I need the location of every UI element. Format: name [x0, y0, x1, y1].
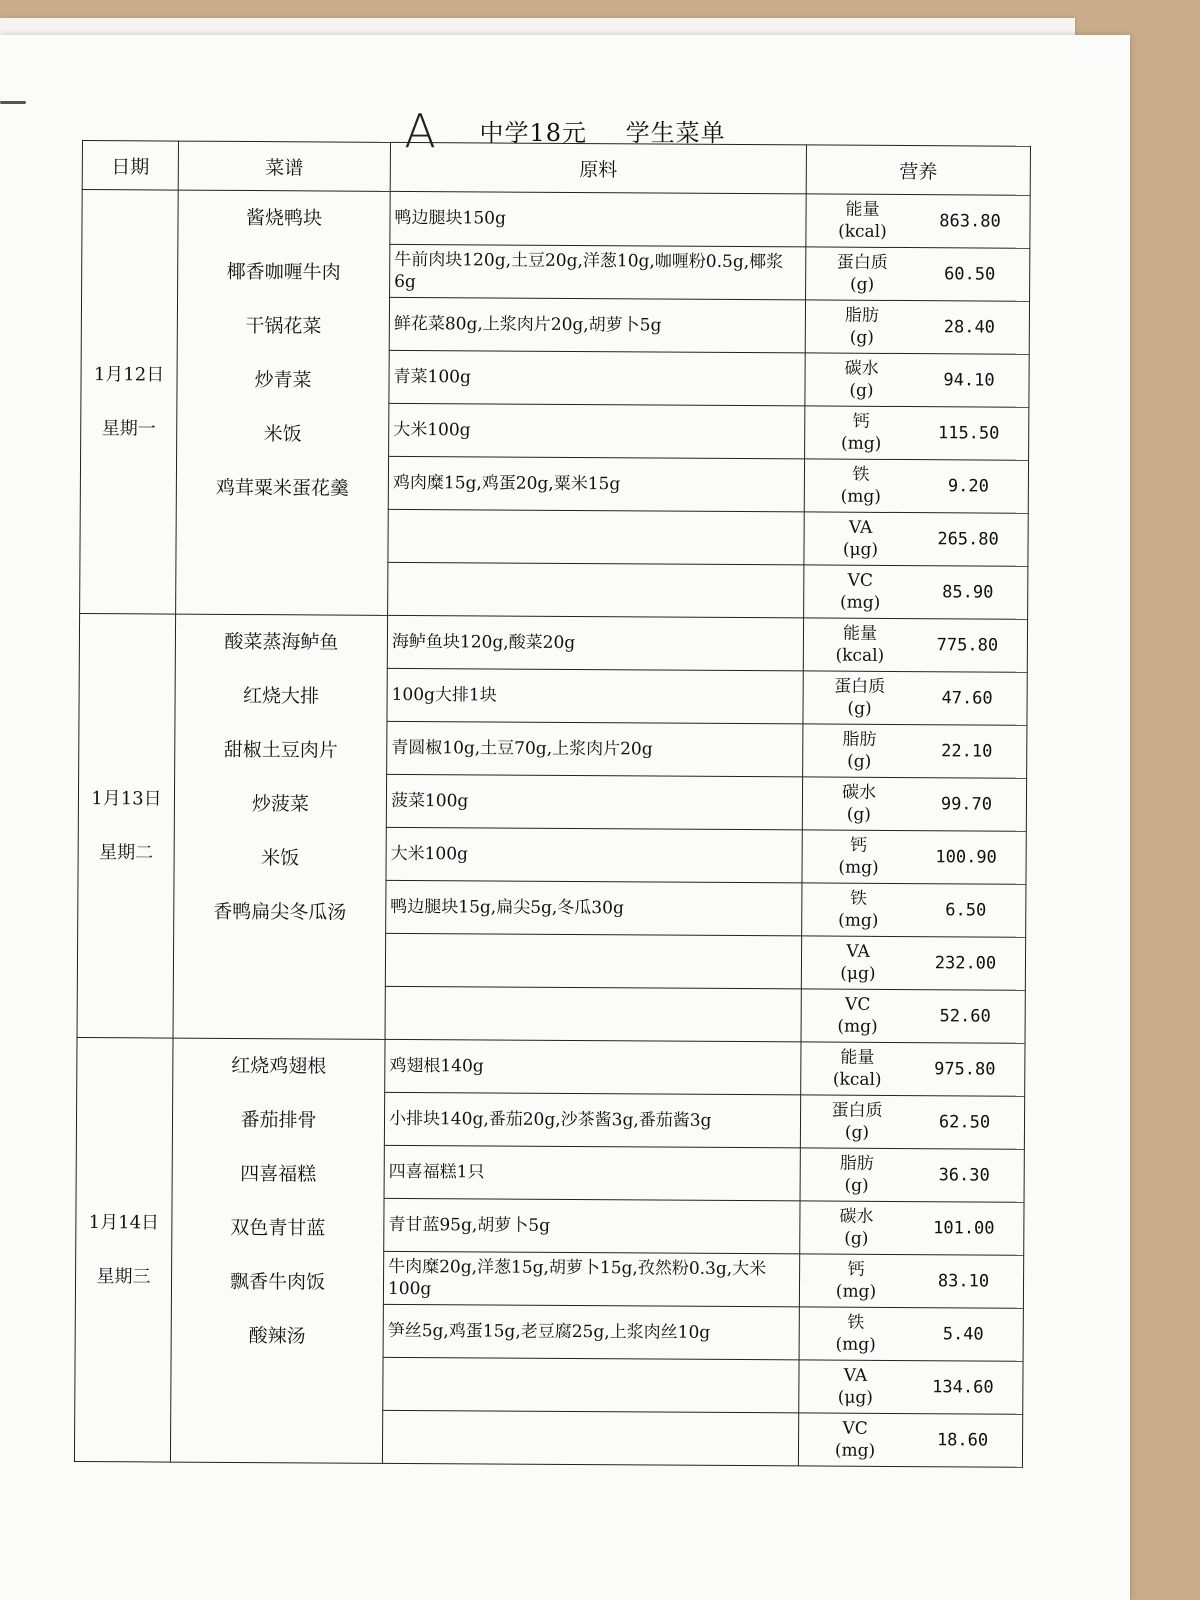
- nutrient-unit: (g): [844, 1175, 869, 1196]
- nutrition-item: [804, 1254, 1019, 1307]
- dish-name: 椰香咖喱牛肉: [226, 260, 341, 284]
- ingredient-cell: [385, 986, 801, 1042]
- nutrient-value: 18.60: [936, 1430, 989, 1451]
- nutrition-item: [804, 1201, 1019, 1254]
- dish-name: 双色青甘蓝: [230, 1216, 326, 1240]
- nutrition-item: [804, 1307, 1019, 1360]
- ingredient-cell: 鸡翅根140g: [385, 1039, 801, 1095]
- nutrient-label: [809, 357, 913, 402]
- nutrition-cell: [799, 1307, 1023, 1361]
- dish-name: 鸡茸粟米蛋花羹: [215, 476, 349, 500]
- nutrient-label: [807, 834, 911, 879]
- nutrition-item: [806, 989, 1021, 1042]
- nutrient-label: [804, 1258, 908, 1303]
- nutrient-unit: (kcal): [832, 1069, 882, 1090]
- nutrient-name: 脂肪: [842, 729, 877, 750]
- dish-name: 酱烧鸭块: [245, 207, 323, 230]
- header-dish: 菜谱: [178, 141, 390, 191]
- ingredient-cell: [388, 562, 804, 618]
- nutrient-name: 蛋白质: [831, 1100, 883, 1121]
- nutrient-name: 脂肪: [844, 305, 880, 326]
- nutrition-item: [808, 618, 1023, 671]
- nutrient-name: 铁: [852, 464, 870, 485]
- nutrition-cell: [802, 883, 1026, 937]
- nutrient-value: 52.60: [939, 1006, 991, 1027]
- nutrient-label: [805, 1046, 909, 1091]
- nutrition-cell: [804, 459, 1028, 513]
- nutrient-value: 60.50: [944, 264, 996, 285]
- nutrient-value: 99.70: [940, 794, 993, 815]
- nutrition-item: [810, 247, 1025, 300]
- nutrition-cell: [804, 512, 1028, 566]
- nutrition-cell: [800, 1095, 1024, 1149]
- nutrition-item: [806, 936, 1021, 989]
- nutrient-name: 蛋白质: [834, 676, 886, 697]
- nutrient-unit: (mg): [839, 592, 881, 613]
- nutrition-cell: [800, 1148, 1024, 1202]
- ingredient-cell: 大米100g: [389, 403, 805, 459]
- nutrition-item: [806, 883, 1021, 936]
- dish-name: 甜椒土豆肉片: [223, 738, 338, 762]
- nutrition-cell: [803, 671, 1027, 725]
- day-date: 1月14日: [88, 1211, 160, 1233]
- nutrient-unit: (mg): [835, 1334, 876, 1355]
- nutrient-label: [808, 516, 912, 561]
- nutrient-value: 22.10: [941, 741, 993, 762]
- nutrient-label: [810, 198, 914, 243]
- nutrient-unit: (g): [846, 804, 872, 825]
- nutrient-unit: (mg): [835, 1281, 877, 1302]
- nutrition-cell: [801, 989, 1025, 1043]
- nutrient-value: 863.80: [939, 211, 1001, 232]
- nutrition-cell: [805, 353, 1029, 407]
- nutrient-value: 6.50: [945, 900, 987, 921]
- nutrient-name: VA: [846, 941, 870, 962]
- nutrient-unit: (g): [849, 327, 874, 348]
- ingredient-cell: 笋丝5g,鸡蛋15g,老豆腐25g,上浆肉丝10g: [383, 1304, 799, 1360]
- nutrient-value: 100.90: [935, 847, 997, 868]
- nutrient-label: [807, 781, 911, 826]
- nutrient-value: 265.80: [937, 529, 999, 550]
- handwritten-letter: A: [404, 104, 437, 158]
- dish-list-cell: [176, 190, 391, 615]
- nutrition-cell: [806, 247, 1030, 301]
- nutrient-name: 钙: [847, 1259, 865, 1280]
- dish-name: 酸菜蒸海鲈鱼: [224, 630, 339, 654]
- nutrient-name: VA: [848, 517, 873, 538]
- nutrient-unit: (g): [849, 380, 874, 401]
- nutrient-value: 36.30: [938, 1165, 990, 1186]
- nutrient-name: 钙: [852, 411, 870, 432]
- dish-name: 炒青菜: [254, 369, 312, 392]
- nutrient-name: 钙: [850, 835, 868, 856]
- nutrient-unit: (μg): [837, 1387, 873, 1408]
- nutrition-cell: [803, 618, 1027, 672]
- table-row: [79, 613, 1027, 672]
- nutrient-label: [810, 304, 914, 349]
- nutrition-item: [808, 565, 1023, 618]
- nutrient-unit: (mg): [834, 1440, 876, 1461]
- nutrient-label: [807, 728, 911, 773]
- day-weekday: 星期二: [99, 841, 154, 863]
- nutrient-name: 碳水: [839, 1206, 874, 1227]
- nutrient-name: 能量: [842, 623, 878, 644]
- nutrient-unit: (g): [844, 1122, 870, 1143]
- nutrient-unit: (mg): [840, 486, 882, 507]
- title-main: 中学18元: [479, 119, 587, 147]
- dish-name: 红烧鸡翅根: [231, 1054, 327, 1078]
- dish-name: 红烧大排: [243, 684, 320, 708]
- ingredient-cell: 鸭边腿块15g,扁尖5g,冬瓜30g: [386, 880, 802, 936]
- nutrient-name: VC: [842, 1418, 868, 1439]
- nutrient-unit: (μg): [842, 539, 879, 560]
- nutrient-value: 101.00: [933, 1218, 995, 1239]
- day-date: 1月12日: [93, 363, 165, 386]
- nutrient-name: VC: [845, 994, 871, 1015]
- ingredient-cell: 菠菜100g: [386, 774, 802, 830]
- ingredient-cell: 鸭边腿块150g: [390, 191, 806, 247]
- ingredient-cell: 牛肉糜20g,洋葱15g,胡萝卜15g,孜然粉0.3g,大米100g: [383, 1251, 799, 1307]
- nutrient-name: 铁: [849, 888, 867, 909]
- nutrient-unit: (kcal): [838, 221, 887, 242]
- ingredient-cell: 鲜花菜80g,上浆肉片20g,胡萝卜5g: [389, 297, 805, 353]
- ingredient-cell: 鸡肉糜15g,鸡蛋20g,粟米15g: [388, 456, 804, 512]
- nutrition-cell: [805, 406, 1029, 460]
- nutrient-unit: (g): [849, 274, 875, 295]
- nutrient-value: 94.10: [943, 370, 995, 391]
- nutrition-item: [807, 671, 1022, 724]
- nutrition-cell: [803, 724, 1027, 778]
- nutrition-item: [805, 1042, 1020, 1095]
- nutrient-label: [806, 940, 910, 985]
- ingredient-cell: 海鲈鱼块120g,酸菜20g: [387, 615, 803, 671]
- nutrient-name: 能量: [840, 1047, 875, 1068]
- ingredient-cell: 小排块140g,番茄20g,沙茶酱3g,番茄酱3g: [384, 1092, 800, 1148]
- nutrition-cell: [800, 1201, 1024, 1255]
- ingredient-cell: 牛前肉块120g,土豆20g,洋葱10g,咖喱粉0.5g,椰浆6g: [390, 244, 806, 300]
- nutrition-item: [806, 830, 1021, 883]
- nutrient-value: 115.50: [937, 423, 1000, 444]
- ingredient-cell: 四喜福糕1只: [384, 1145, 800, 1201]
- nutrient-name: VA: [843, 1365, 868, 1386]
- ingredient-cell: 青甘蓝95g,胡萝卜5g: [384, 1198, 800, 1254]
- nutrition-cell: [806, 194, 1030, 248]
- dish-name: 米饭: [263, 423, 302, 446]
- nutrient-value: 83.10: [937, 1271, 990, 1292]
- nutrition-item: [808, 512, 1023, 565]
- dish-list-cell: [170, 1038, 385, 1463]
- table-row: [77, 1037, 1025, 1096]
- ingredient-cell: [383, 1357, 799, 1413]
- nutrition-item: [809, 353, 1024, 406]
- ingredient-cell: [388, 509, 804, 565]
- nutrition-item: [810, 194, 1025, 247]
- nutrient-value: 28.40: [943, 317, 996, 338]
- nutrition-cell: [799, 1254, 1023, 1308]
- nutrient-unit: (μg): [840, 963, 876, 984]
- nutrient-value: 975.80: [934, 1059, 996, 1080]
- nutrition-cell: [799, 1360, 1023, 1414]
- nutrition-cell: [801, 1042, 1025, 1096]
- day-date-cell: [77, 613, 176, 1038]
- dish-name: 酸辣汤: [248, 1325, 306, 1348]
- dish-name: 炒菠菜: [251, 793, 310, 816]
- nutrient-name: 蛋白质: [836, 252, 888, 273]
- ingredient-cell: 青菜100g: [389, 350, 805, 406]
- nutrient-label: [806, 993, 910, 1038]
- nutrient-name: 碳水: [844, 358, 879, 379]
- nutrition-item: [803, 1413, 1018, 1466]
- title-sub: 学生菜单: [625, 119, 726, 147]
- nutrient-value: 5.40: [942, 1324, 984, 1345]
- ingredient-cell: 100g大排1块: [387, 668, 803, 724]
- nutrient-name: 碳水: [841, 782, 877, 803]
- dish-name: 四喜福糕: [240, 1162, 317, 1186]
- dish-name: 米饭: [261, 847, 300, 870]
- nutrition-item: [807, 777, 1022, 830]
- dish-name: 飘香牛肉饭: [229, 1270, 326, 1294]
- menu-table: [74, 140, 1031, 1468]
- nutrient-name: VC: [847, 570, 874, 591]
- dish-name: 番茄排骨: [240, 1108, 317, 1132]
- nutrient-label: [803, 1417, 907, 1462]
- nutrient-value: 775.80: [936, 635, 999, 656]
- nutrition-item: [809, 406, 1024, 459]
- header-date: 日期: [82, 141, 178, 191]
- header-row: [82, 141, 1030, 196]
- day-date: 1月13日: [91, 787, 162, 809]
- day-date-cell: [74, 1037, 173, 1462]
- nutrient-unit: (mg): [840, 433, 882, 454]
- nutrient-unit: (g): [847, 751, 872, 772]
- nutrient-unit: (mg): [838, 857, 879, 878]
- nutrition-cell: [804, 565, 1028, 619]
- nutrition-cell: [802, 777, 1026, 831]
- nutrient-name: 铁: [847, 1312, 865, 1333]
- nutrition-item: [805, 1095, 1020, 1148]
- nutrition-item: [805, 1148, 1020, 1201]
- nutrient-label: [804, 1205, 908, 1250]
- header-nutrition: 营养: [806, 145, 1030, 195]
- nutrition-cell: [798, 1413, 1022, 1467]
- nutrient-value: 134.60: [932, 1377, 994, 1398]
- nutrition-item: [803, 1360, 1018, 1413]
- nutrient-value: 85.90: [942, 582, 994, 603]
- nutrient-unit: (mg): [838, 910, 879, 931]
- nutrition-item: [809, 459, 1024, 512]
- nutrition-cell: [802, 830, 1026, 884]
- nutrient-label: [807, 675, 911, 720]
- nutrient-label: [804, 1311, 908, 1356]
- nutrient-label: [808, 622, 912, 667]
- nutrient-unit: (g): [844, 1228, 869, 1249]
- nutrient-value: 9.20: [947, 476, 989, 497]
- nutrition-cell: [801, 936, 1025, 990]
- table-row: [82, 190, 1030, 249]
- nutrition-cell: [805, 300, 1029, 354]
- dish-name: 干锅花菜: [245, 315, 322, 338]
- nutrient-label: [809, 463, 913, 508]
- nutrient-value: 47.60: [941, 688, 993, 709]
- nutrient-name: 脂肪: [839, 1153, 874, 1174]
- nutrient-unit: (g): [847, 698, 872, 719]
- nutrition-item: [807, 724, 1022, 777]
- nutrient-label: [805, 1099, 909, 1144]
- ingredient-cell: 青圆椒10g,土豆70g,上浆肉片20g: [387, 721, 803, 777]
- dish-list-cell: [173, 614, 388, 1039]
- nutrient-label: [809, 410, 913, 455]
- nutrient-label: [805, 1152, 909, 1197]
- dish-name: 香鸭扁尖冬瓜汤: [213, 900, 347, 924]
- ingredient-cell: 大米100g: [386, 827, 802, 883]
- nutrient-name: 能量: [845, 199, 880, 220]
- header-ingredients: 原料: [390, 142, 806, 194]
- ingredient-cell: [382, 1410, 798, 1466]
- nutrient-label: [806, 887, 910, 932]
- day-weekday: 星期一: [101, 417, 156, 439]
- nutrient-value: 232.00: [934, 953, 997, 974]
- nutrient-label: [803, 1364, 907, 1409]
- nutrition-item: [810, 300, 1025, 353]
- day-date-cell: [80, 190, 179, 615]
- ingredient-cell: [385, 933, 801, 989]
- nutrient-label: [808, 569, 912, 614]
- nutrient-unit: (kcal): [835, 645, 885, 666]
- nutrient-unit: (mg): [837, 1016, 878, 1037]
- nutrient-label: [810, 251, 914, 296]
- nutrient-value: 62.50: [938, 1112, 991, 1133]
- day-weekday: 星期三: [96, 1265, 151, 1287]
- menu-body: [74, 190, 1030, 1468]
